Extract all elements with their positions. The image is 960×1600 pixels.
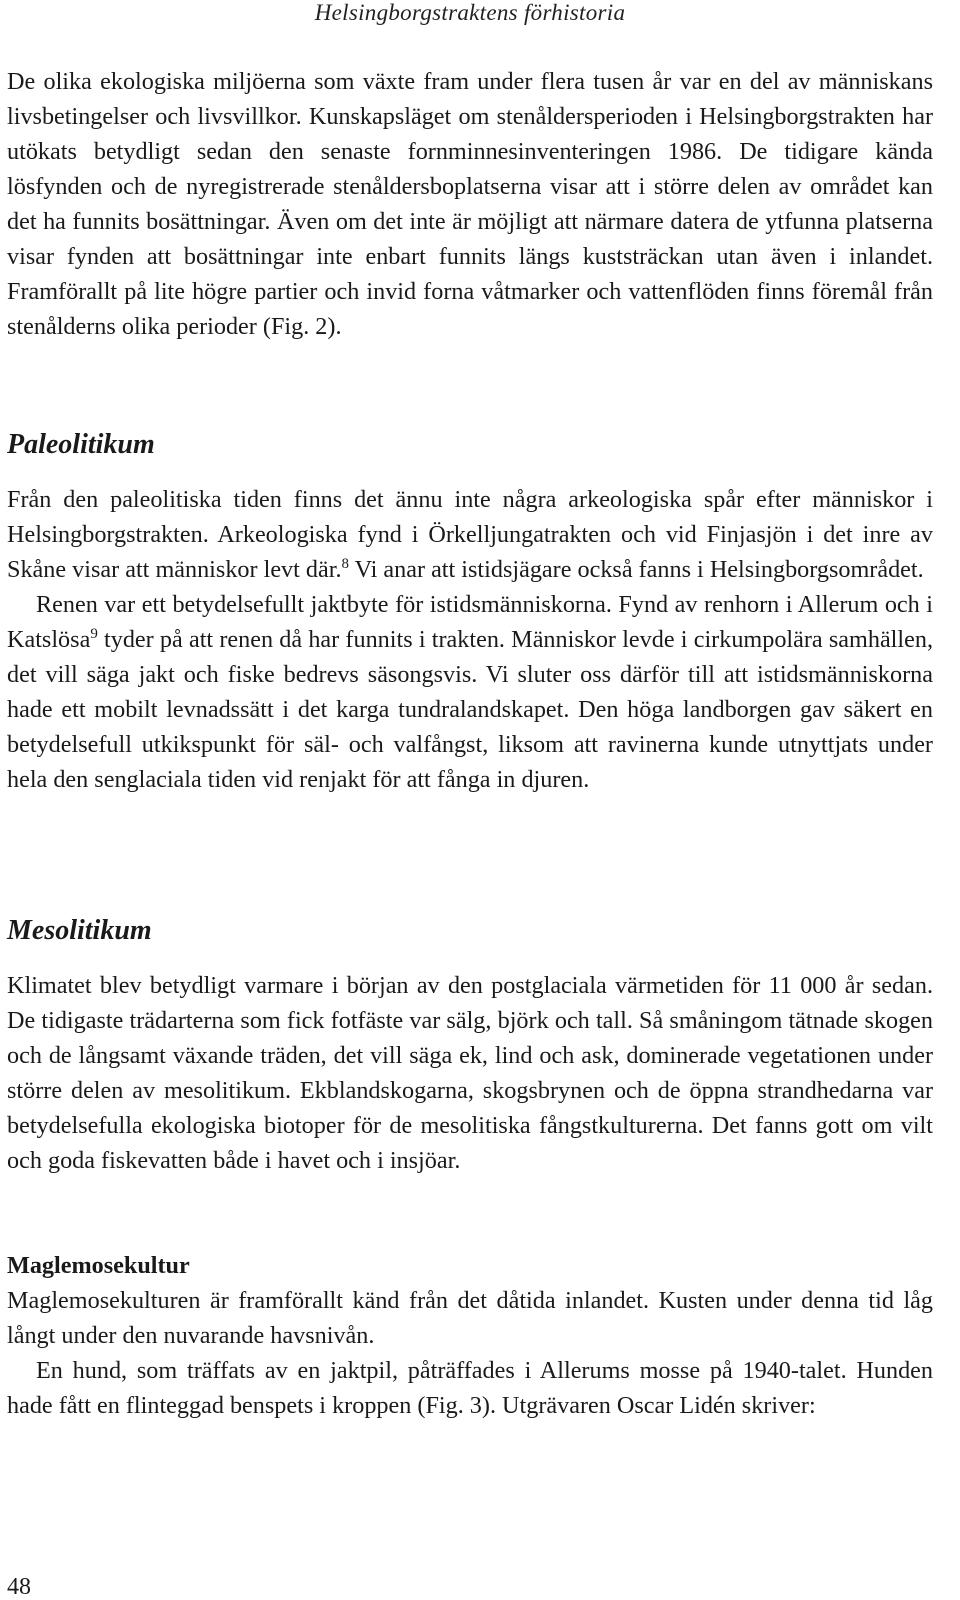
paleolitikum-p2-text-b: tyder på att renen då har funnits i trakten. Människor levde i cirkumpolära samhällen, det vill säga jakt och fiske bedrevs säsongsvis. Vi sluter oss därför till att istidsmänniskorna hade ett mobilt levnadssätt i det karga tundralandskapet. Den höga landborgen gav säkert en betydelsefull utkikspunkt för säl- och valfångst, liksom att ravinerna kunde utnyttjats under hela den senglaciala tiden vid renjakt för att fånga in djuren.	[7, 626, 933, 793]
page-number: 48	[7, 1574, 31, 1600]
mesolitikum-section	[7, 914, 933, 948]
paleolitikum-body	[7, 482, 933, 797]
running-head: Helsingborgstraktens förhistoria	[314, 0, 626, 25]
mesolitikum-body	[7, 968, 933, 1178]
maglemose-paragraph-1: Maglemosekulturen är framförallt känd från det dåtida inlandet. Kusten under denna tid låg långt under den nuvarande havsnivån.	[7, 1287, 933, 1349]
paleolitikum-paragraph-1	[7, 482, 933, 587]
maglemose-heading: Maglemosekultur	[7, 1252, 190, 1279]
intro-paragraph: De olika ekologiska miljöerna som växte fram under flera tusen år var en del av människans livsbetingelser och livsvillkor. Kunskapsläget om stenåldersperioden i Helsingborgstrakten har utökats betydligt sedan den senaste fornminnesinventeringen 1986. De tidigare kända lösfynden och de nyregistrerade stenåldersboplatserna visar att i större delen av området kan det ha funnits bosättningar. Även om det inte är möjligt att närmare datera de ytfunna platserna visar fynden att bosättningar inte enbart funnits längs kuststräckan utan även i inlandet. Framförallt på lite högre partier och invid forna våtmarker och vattenflöden finns föremål från stenålderns olika perioder (Fig. 2).	[7, 68, 933, 340]
paleolitikum-heading: Paleolitikum	[7, 429, 155, 460]
paleolitikum-section	[7, 428, 933, 462]
footnote-ref-8: 8	[341, 555, 350, 572]
paleolitikum-p1-text-b: Vi anar att istidsjägare också fanns i Helsingborgsområdet.	[349, 556, 924, 583]
mesolitikum-heading: Mesolitikum	[7, 915, 152, 946]
paleolitikum-p1-text-a: Från den paleolitiska tiden finns det ännu inte några arkeologiska spår efter människor i Helsingborgstrakten. Arkeologiska fynd i Örkelljungatrakten och vid Finjasjön i det inre av Skåne visar att människor levt där.	[7, 486, 933, 583]
mesolitikum-paragraph-1: Klimatet blev betydligt varmare i början av den postglaciala värmetiden för 11 000 år sedan. De tidigaste trädarterna som fick fotfäste var sälg, björk och tall. Så småningom tätnade skogen och de långsamt växande träden, det vill säga ek, lind och ask, dominerade vegetationen under större delen av mesolitikum. Ekblandskogarna, skogsbrynen och de öppna strandhedarna var betydelsefulla ekologiska biotoper för de mesolitiska fångstkulturerna. Det fanns gott om vilt och goda fiskevatten både i havet och i insjöar.	[7, 972, 933, 1174]
paleolitikum-paragraph-2	[7, 587, 933, 797]
paleolitikum-p2-text-a: Renen var ett betydelsefullt jaktbyte för istidsmänniskorna. Fynd av renhorn i Allerum och i Katslösa	[7, 591, 933, 653]
intro-section	[7, 64, 933, 344]
footnote-ref-9: 9	[90, 625, 98, 642]
maglemose-paragraph-2: En hund, som träffats av en jaktpil, påträffades i Allerums mosse på 1940-talet. Hunden hade fått en flinteggad benspets i kroppen (Fig. 3). Utgrävaren Oscar Lidén skriver:	[7, 1357, 933, 1419]
maglemose-section	[7, 1248, 933, 1423]
